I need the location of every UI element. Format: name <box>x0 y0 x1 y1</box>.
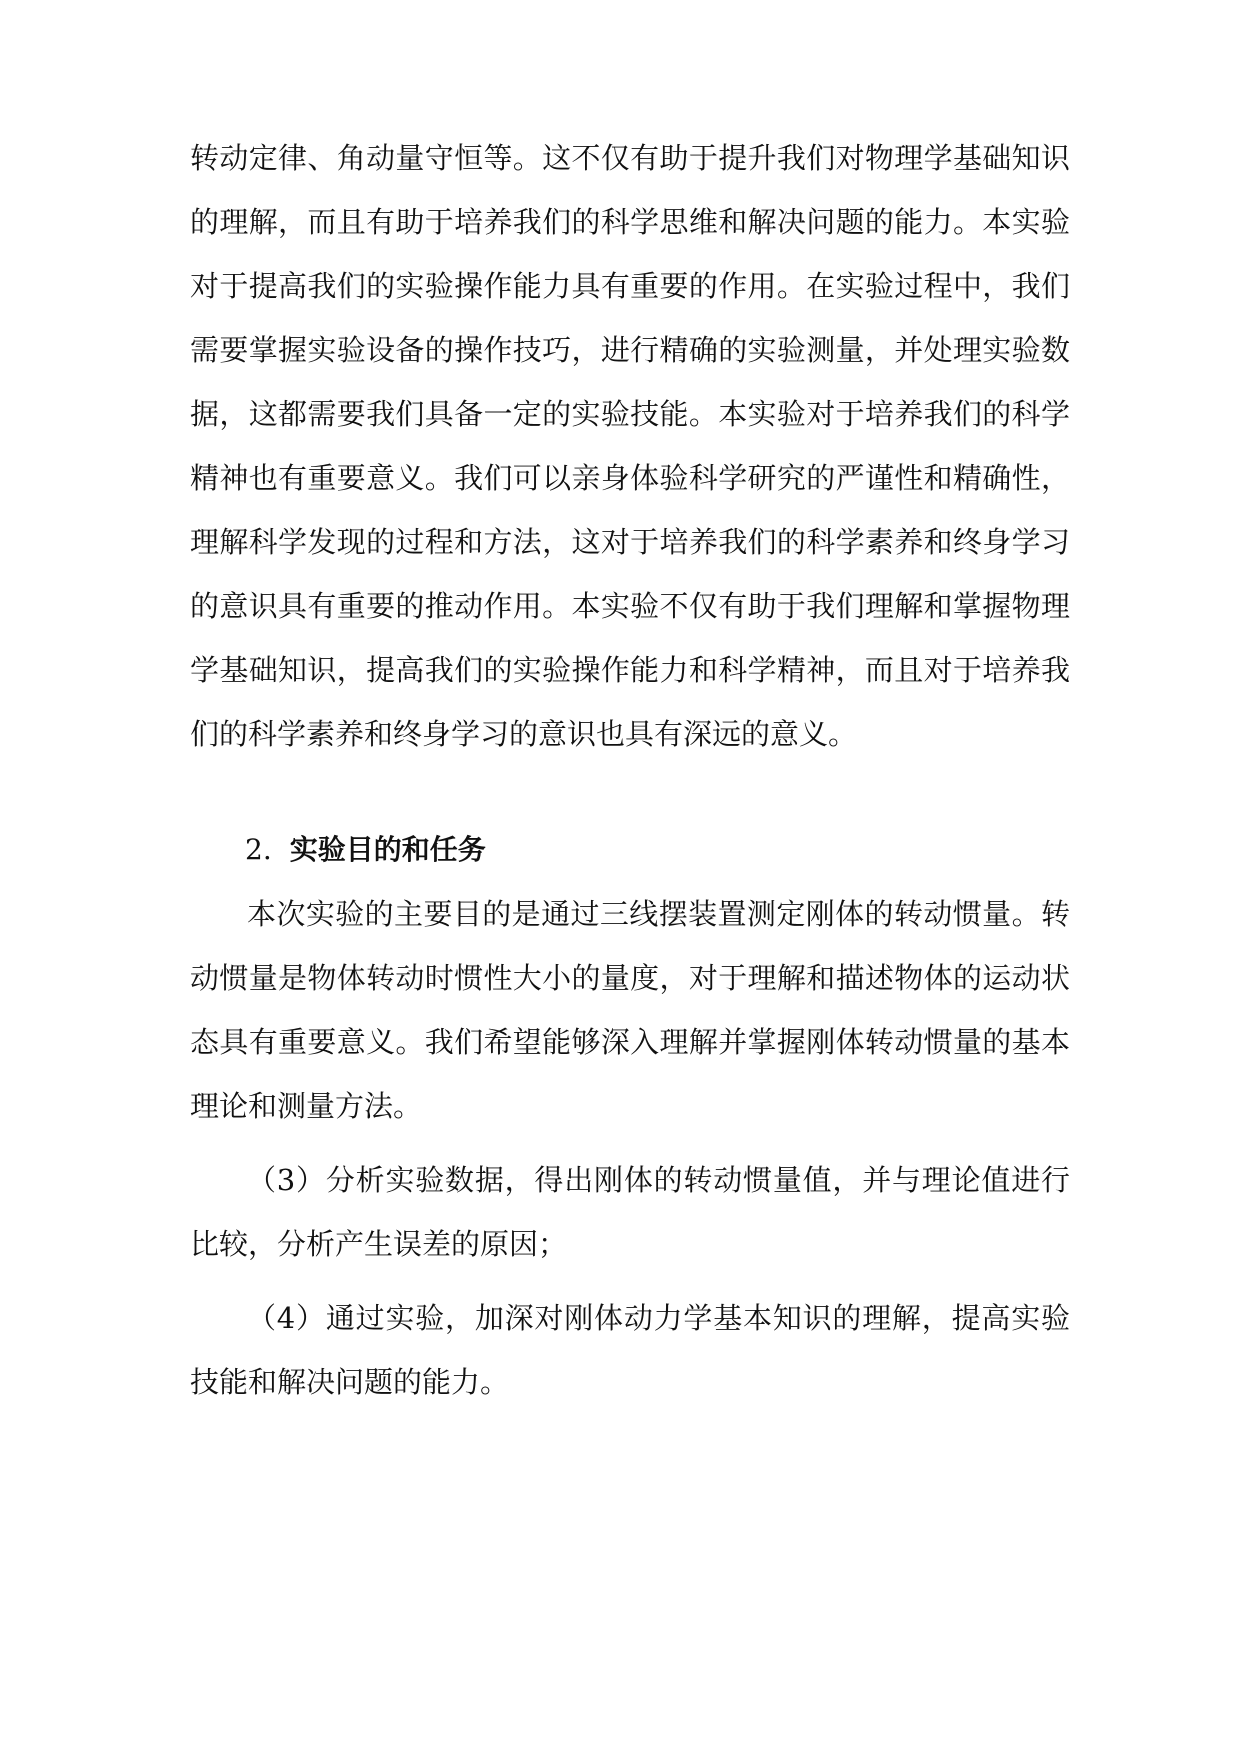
paragraph-2-line-4: 理论和测量方法。 <box>190 1089 423 1123</box>
paragraph-1-line-1: 转动定律、角动量守恒等。这不仅有助于提升我们对物理学基础知识 <box>190 141 1070 175</box>
section-heading <box>245 830 645 870</box>
paragraph-1-line-2: 的理解，而且有助于培养我们的科学思维和解决问题的能力。本实验 <box>190 205 1070 239</box>
paragraph-1-line-3: 对于提高我们的实验操作能力具有重要的作用。在实验过程中，我们 <box>190 269 1070 303</box>
paragraph-2-line-1: 本次实验的主要目的是通过三线摆装置测定刚体的转动惯量。转 <box>247 897 1070 931</box>
item-3-line-1: （3）分析实验数据，得出刚体的转动惯量值，并与理论值进行 <box>247 1163 1070 1197</box>
paragraph-1-line-4: 需要掌握实验设备的操作技巧，进行精确的实验测量，并处理实验数 <box>190 333 1070 367</box>
paragraph-1-line-10: 们的科学素养和终身学习的意识也具有深远的意义。 <box>190 717 858 751</box>
section-title: 实验目的和任务 <box>289 833 486 866</box>
item-4-line-1: （4）通过实验，加深对刚体动力学基本知识的理解，提高实验 <box>247 1301 1070 1335</box>
item-4-line-2: 技能和解决问题的能力。 <box>190 1365 510 1399</box>
paragraph-1-line-5: 据，这都需要我们具备一定的实验技能。本实验对于培养我们的科学 <box>190 397 1070 431</box>
paragraph-2-line-3: 态具有重要意义。我们希望能够深入理解并掌握刚体转动惯量的基本 <box>190 1025 1070 1059</box>
paragraph-1-line-6: 精神也有重要意义。我们可以亲身体验科学研究的严谨性和精确性， <box>190 461 1070 495</box>
item-3-line-2: 比较，分析产生误差的原因； <box>190 1227 568 1261</box>
paragraph-1-line-8: 的意识具有重要的推动作用。本实验不仅有助于我们理解和掌握物理 <box>190 589 1070 623</box>
paragraph-1-line-7: 理解科学发现的过程和方法，这对于培养我们的科学素养和终身学习 <box>190 525 1070 559</box>
section-number: 2. <box>245 833 272 866</box>
paragraph-1-line-9: 学基础知识，提高我们的实验操作能力和科学精神，而且对于培养我 <box>190 653 1070 687</box>
paragraph-2-line-2: 动惯量是物体转动时惯性大小的量度，对于理解和描述物体的运动状 <box>190 961 1070 995</box>
